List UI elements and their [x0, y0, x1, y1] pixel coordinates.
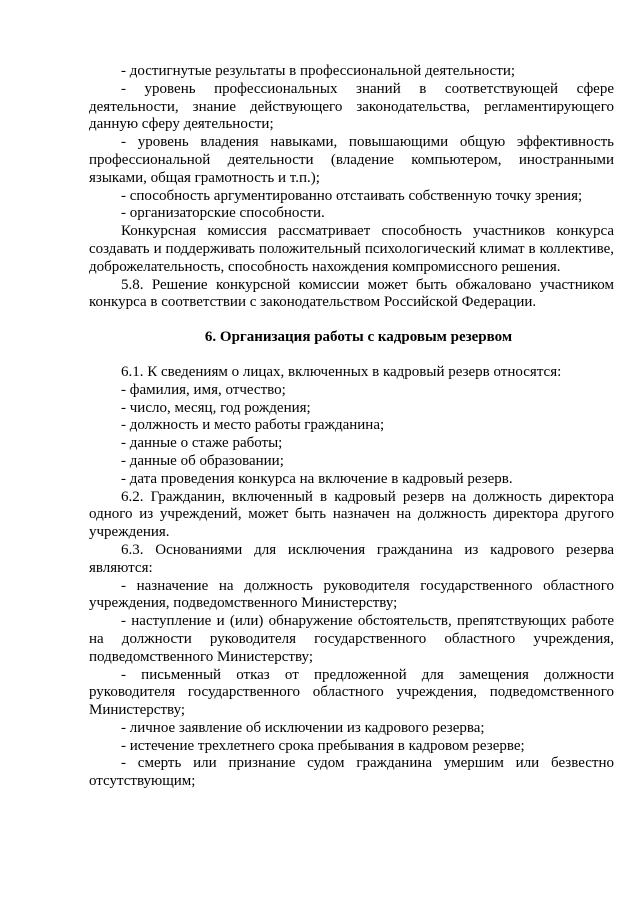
clause-5-8: 5.8. Решение конкурсной комиссии может быть обжаловано участником конкурса в соответствии с законодательством Российской Федерации. — [89, 276, 614, 311]
clause-6-3: 6.3. Основаниями для исключения гражданина из кадрового резерва являются: — [89, 541, 614, 576]
exclusion-refusal: - письменный отказ от предложенной для замещения должности руководителя государственного областного учреждения, подведомственного Министерству; — [89, 666, 614, 719]
criterion-organizational: - организаторские способности. — [121, 205, 325, 222]
exclusion-appointment: - назначение на должность руководителя государственного областного учреждения, подведомственного Министерству; — [89, 577, 614, 612]
exclusion-personal-request: - личное заявление об исключении из кадрового резерва; — [121, 719, 485, 736]
document-page — [89, 63, 614, 791]
criterion-results: - достигнутые результаты в профессиональной деятельности; — [121, 63, 516, 79]
list-item-experience: - данные о стаже работы; — [121, 435, 283, 452]
list-item-birthdate: - число, месяц, год рождения; — [121, 399, 311, 416]
commission-paragraph: Конкурсная комиссия рассматривает способность участников конкурса создавать и поддерживать положительный психологический климат в коллективе, доброжелательность, способность нахождения компромиссного решения. — [89, 223, 614, 275]
list-item-position: - должность и место работы гражданина; — [121, 417, 385, 434]
section-heading: 6. Организация работы с кадровым резервом — [204, 329, 513, 346]
list-item-education: - данные об образовании; — [121, 452, 284, 469]
criterion-skills: - уровень владения навыками, повышающими общую эффективность профессиональной деятельности (владение компьютером, иностранными языками, общая грамотность и т.п.); — [89, 134, 614, 186]
list-item-name: - фамилия, имя, отчество; — [121, 381, 286, 398]
spacer — [89, 312, 614, 329]
spacer — [89, 347, 614, 364]
exclusion-circumstances: - наступление и (или) обнаружение обстоятельств, препятствующих работе на должности руководителя государственного областного учреждения, подведомственного Министерству; — [89, 613, 614, 665]
exclusion-death: - смерть или признание судом гражданина умершим или безвестно отсутствующим; — [89, 755, 614, 790]
clause-6-1: 6.1. К сведениям о лицах, включенных в кадровый резерв относятся: — [121, 363, 562, 380]
clause-6-2: 6.2. Гражданин, включенный в кадровый резерв на должность директора одного из учреждений, может быть назначен на должность директора другого учреждения. — [89, 488, 614, 541]
criterion-knowledge: - уровень профессиональных знаний в соответствующей сфере деятельности, знание действующего законодательства, регламентирующего данную сферу деятельности; — [89, 80, 614, 133]
exclusion-term-expired: - истечение трехлетнего срока пребывания в кадровом резерве; — [121, 737, 525, 754]
list-item-contest-date: - дата проведения конкурса на включение в кадровый резерв. — [121, 470, 513, 487]
criterion-argumentation: - способность аргументированно отстаивать собственную точку зрения; — [121, 187, 583, 204]
